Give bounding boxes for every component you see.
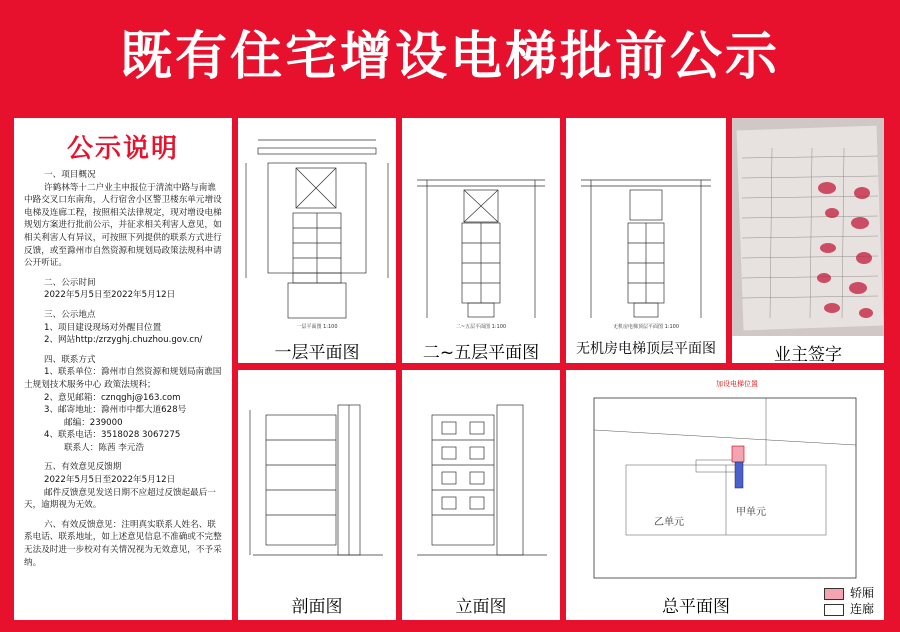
unit-a-label: 甲单元 [736,507,766,518]
caption-site: 总平面图 [662,597,730,617]
site-plan-drawing [566,370,884,585]
page-title: 既有住宅增设电梯批前公示 [119,27,780,87]
section4-line2: 2、意见邮箱：cznqghj@163.com [44,392,181,403]
roof-plan-panel [566,118,726,363]
caption-floor1: 一层平面图 [274,343,360,363]
svg-text:二~五层平面图 1:100: 二~五层平面图 1:100 [455,324,507,330]
elevation-drawing [402,370,560,585]
section3-line1: 1、项目建设现场对外醒目位置 [44,322,162,333]
section4-line4: 4、联系电话：3518028 3067275 [44,430,181,441]
section4-title: 四、联系方式 [44,354,96,365]
section3-title: 三、公示地点 [44,309,96,320]
floor1-plan-panel [238,118,396,363]
section1-title: 一、项目概况 [44,170,96,180]
section1-text: 许鹤林等十二户业主申报位于清流中路与南谯中路交叉口东南角，人行宿舍小区警卫楼东单元增设电梯及连廊工程，按照相关法律规定，现对增设电梯规划方案进行批前公示，并征求相关利害人意见，如相关利害人有异议，可按照下列提供的联系方式进行反馈，或至滁州市自然资源和规划局政策法规科申请公开听证。 [24,182,222,269]
section4-contacts: 联系人：陈茜 李元浩 [64,442,145,453]
legend-car-label: 轿厢 [849,586,874,600]
site-plan-panel [566,370,884,620]
signature-sheet-image [732,118,884,336]
floor2-5-plan-panel [402,118,560,363]
elevator-car-mark [732,446,744,462]
section2-text: 2022年5月5日至2022年5月12日 [44,290,176,301]
section-panel [238,370,396,620]
unit-b-label: 乙单元 [654,517,684,528]
corridor-mark [735,462,743,488]
caption-elevation: 立面图 [455,597,507,617]
section5-title: 五、有效意见反馈期 [44,462,122,473]
section2-title: 二、公示时间 [44,277,96,288]
section6-text: 六、有效反馈意见：注明真实联系人姓名、联系电话、联系地址，如上述意见信息不准确或不完整无法及时进一步校对有关情况视为无效意见，不予采纳。 [24,519,222,568]
caption-section: 剖面图 [291,597,343,617]
roof-plan-drawing [566,118,726,333]
section5-line2: 邮件反馈意见发送日期不应超过反馈起最后一天，逾期视为无效。 [24,487,216,511]
section3-line2: 2、网站http:/zrzyghj.chuzhou.gov.cn/ [44,335,203,346]
floor1-plan-drawing [238,118,396,333]
section-drawing [238,370,396,585]
legend-corridor-label: 连廊 [849,602,874,616]
legend-corridor-swatch [824,604,844,616]
legend-car [824,584,874,601]
section4-line1: 1、联系单位：滁州市自然资源和规划局南谯国土规划技术服务中心 政策法规科； [24,367,222,390]
caption-floor2-5: 二~五层平面图 [422,343,540,363]
section5-line1: 2022年5月5日至2022年5月12日 [44,475,176,486]
section4-line3: 3、邮寄地址：滁州市中都大道628号 [44,405,187,416]
svg-text:无机房电梯顶层平面图 1:100: 无机房电梯顶层平面图 1:100 [613,324,679,330]
signatures-panel [732,118,884,363]
elevator-location-label: 加设电梯位置 [716,380,758,388]
section4-postcode: 邮编：239000 [64,417,123,428]
notice-heading: 公示说明 [66,134,179,164]
caption-signatures: 业主签字 [774,345,842,365]
notice-panel [14,118,232,620]
svg-text:一层平面图 1:100: 一层平面图 1:100 [296,324,338,330]
floor2-5-plan-drawing [402,118,560,333]
elevation-panel [402,370,560,620]
legend-car-swatch [824,588,844,600]
caption-roof: 无机房电梯顶层平面图 [576,341,716,357]
legend-corridor [824,600,874,617]
